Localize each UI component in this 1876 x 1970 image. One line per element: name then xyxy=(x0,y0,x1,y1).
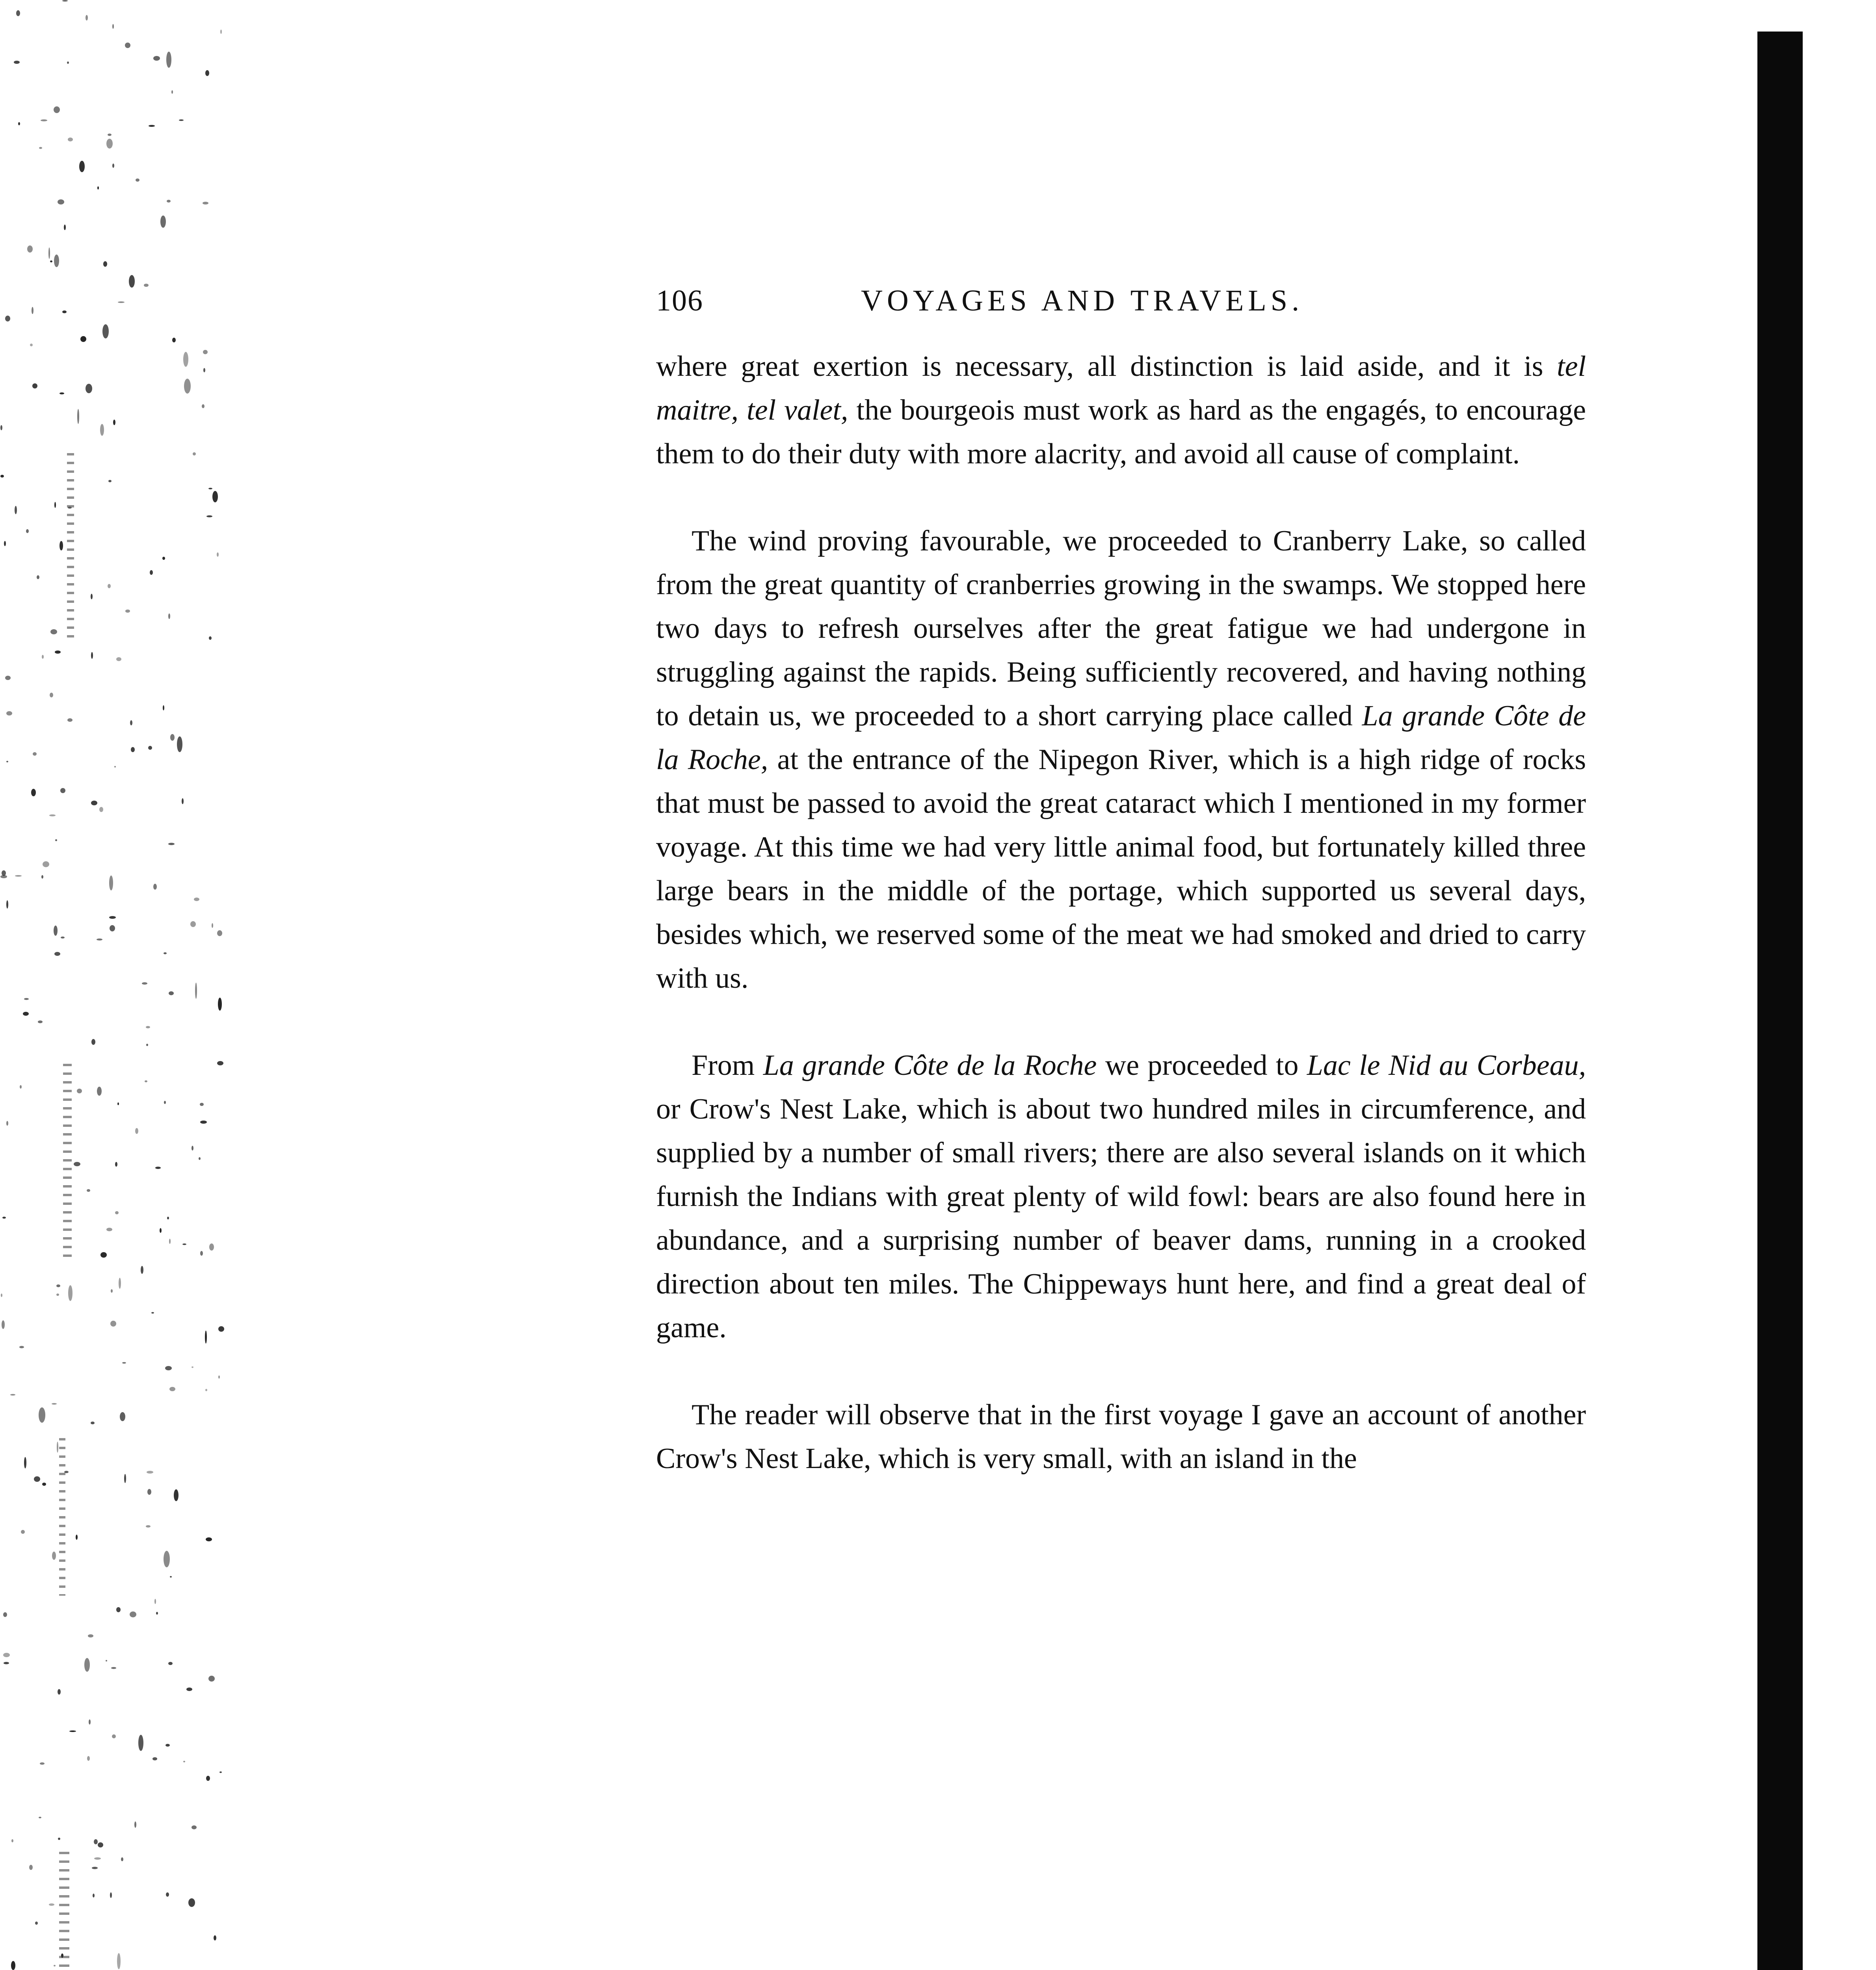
speckle xyxy=(69,1730,76,1732)
speckle xyxy=(98,1842,103,1847)
speckle xyxy=(86,15,88,20)
speckle xyxy=(200,1121,207,1124)
speckle xyxy=(5,316,10,322)
speckle xyxy=(0,875,7,878)
speckle xyxy=(206,1537,212,1541)
speckle xyxy=(119,1278,121,1289)
speckle xyxy=(209,636,212,640)
speckle xyxy=(169,1387,175,1391)
speckle xyxy=(56,1294,59,1296)
speckle xyxy=(141,1266,143,1274)
speckle xyxy=(88,1634,93,1637)
speckle xyxy=(52,1552,56,1560)
text-run: or Crow's Nest Lake, which is about two hundred miles in circumference, and supplied by a number of small rivers; there are also several islands on it which furnish the Indians with great plenty of wild fowl: bears are also found here in abundance, and a surprising number of beaver dams, running in a crooked direction about ten miles. The Chippeways hunt here, and find a great deal of game. xyxy=(656,1093,1586,1344)
speckle xyxy=(6,711,12,716)
speckle xyxy=(97,1087,102,1096)
speckle xyxy=(115,1162,117,1167)
speckle xyxy=(112,1734,116,1738)
speckle xyxy=(41,119,47,121)
speckle xyxy=(60,788,65,793)
speckle xyxy=(5,676,11,680)
speckle xyxy=(41,875,43,879)
speckle xyxy=(186,1688,192,1691)
speckle xyxy=(179,119,184,121)
speckle xyxy=(11,1839,13,1842)
speckle xyxy=(162,557,165,560)
speckle xyxy=(138,1735,143,1751)
speckle xyxy=(80,336,86,342)
speckle xyxy=(40,1762,45,1765)
speckle xyxy=(91,1039,95,1045)
page-header xyxy=(656,284,1586,331)
speckle xyxy=(218,1326,224,1332)
speckle xyxy=(58,1838,60,1840)
speckle xyxy=(4,1662,9,1664)
italic-run: tel maitre, tel valet, xyxy=(656,350,1586,426)
speckle xyxy=(14,61,20,64)
speckle xyxy=(206,515,212,517)
speckle xyxy=(94,1839,98,1844)
speckle xyxy=(219,1771,222,1773)
speckle xyxy=(130,720,132,725)
speckle xyxy=(217,1061,223,1065)
speckle xyxy=(108,480,112,482)
speckle xyxy=(87,1756,90,1761)
speckle xyxy=(205,1331,207,1344)
speckle xyxy=(160,1228,162,1233)
speckle xyxy=(54,926,58,936)
speckle xyxy=(192,1366,193,1368)
speckle xyxy=(170,734,175,741)
speckle xyxy=(217,552,219,557)
speckle xyxy=(190,921,196,927)
speckle xyxy=(170,1576,172,1578)
speckle xyxy=(93,1894,95,1898)
speckle xyxy=(120,1412,125,1421)
speckle xyxy=(129,275,135,288)
speckle xyxy=(59,392,64,394)
speckle xyxy=(165,1744,170,1747)
speckle xyxy=(116,1607,121,1612)
speckle xyxy=(183,352,188,367)
speckle xyxy=(67,61,69,64)
speckle xyxy=(54,502,56,508)
speckle xyxy=(124,1474,126,1483)
text-run: From xyxy=(692,1049,763,1082)
speckle xyxy=(58,199,64,204)
speckle xyxy=(100,1252,107,1258)
speckle xyxy=(38,1020,43,1023)
speckle xyxy=(27,245,33,253)
speckle xyxy=(151,1312,154,1314)
speckle xyxy=(148,746,152,750)
speckle xyxy=(203,350,208,354)
speckle xyxy=(91,594,93,599)
speckle xyxy=(6,900,8,909)
speckle xyxy=(183,1761,185,1762)
speckle xyxy=(167,1217,169,1219)
italic-run: Lac le Nid au Corbeau, xyxy=(1307,1049,1586,1082)
speckle xyxy=(144,284,149,287)
text-run: the bourgeois must work as hard as the engagés, to encourage them to do their duty with more alacrity, and avoid all cause of complaint. xyxy=(656,394,1586,470)
speckle xyxy=(32,307,33,314)
speckle xyxy=(43,861,49,867)
speckle xyxy=(68,138,73,141)
speckle xyxy=(134,1821,136,1828)
speckle xyxy=(195,983,197,999)
speckle xyxy=(11,1961,15,1970)
speckle xyxy=(220,30,222,34)
speckle xyxy=(172,338,176,342)
speckle xyxy=(122,1362,126,1364)
speckle xyxy=(91,652,93,659)
speckle xyxy=(100,424,104,436)
speckle xyxy=(39,1407,45,1423)
speckle xyxy=(39,1817,41,1818)
speckle xyxy=(193,452,196,455)
speckle xyxy=(117,1102,119,1105)
speckle xyxy=(112,164,114,168)
speckle xyxy=(62,310,67,313)
speckle xyxy=(205,1389,207,1391)
speckle xyxy=(116,657,121,661)
speckle xyxy=(147,1471,153,1474)
speckle xyxy=(177,736,182,752)
speckle xyxy=(208,1676,215,1682)
speckle xyxy=(135,1128,138,1134)
speckle xyxy=(160,216,166,228)
speckle xyxy=(150,570,153,575)
speckle xyxy=(77,1089,82,1093)
speckle xyxy=(164,1551,170,1567)
speckle xyxy=(62,0,68,2)
speckle xyxy=(110,1321,116,1327)
speckle xyxy=(169,991,174,995)
speckle xyxy=(112,24,114,29)
gutter-smudge xyxy=(59,1852,69,1970)
speckle xyxy=(149,125,155,127)
speckle xyxy=(37,575,39,579)
speckle xyxy=(164,1101,166,1104)
speckle xyxy=(209,1243,214,1251)
speckle xyxy=(118,301,125,303)
speckle xyxy=(147,1489,151,1495)
speckle xyxy=(91,1422,95,1424)
speckle xyxy=(109,916,116,919)
speckle xyxy=(217,930,222,936)
gutter-smudge xyxy=(67,453,74,642)
speckle xyxy=(171,90,173,94)
text-run: The reader will observe that in the first voyage I gave an account of another Crow's Nest Lake, which is very small, with an island in the xyxy=(656,1399,1586,1475)
text-run: at the entrance of the Nipegon River, which is a high ridge of rocks that must be passed to avoid the great cataract which I mentioned in my former voyage. At this time we had very little animal food, but fortunately killed three large bears in the middle of the portage, which supported us several days, besides which, we reserved some of the meat we had smoked and dried to carry with us. xyxy=(656,743,1586,994)
speckle xyxy=(125,43,130,48)
speckle xyxy=(26,529,29,533)
speckle xyxy=(168,843,175,845)
speckle xyxy=(33,752,37,756)
speckle xyxy=(218,998,222,1011)
speckle xyxy=(167,200,171,203)
speckle xyxy=(200,1103,204,1106)
speckle xyxy=(15,506,17,514)
speckle xyxy=(84,1658,90,1672)
italic-run: La grande Côte de la Roche, xyxy=(656,700,1586,776)
speckle xyxy=(106,139,113,149)
speckle xyxy=(106,1660,107,1661)
speckle xyxy=(52,1403,57,1405)
speckle xyxy=(113,420,115,425)
speckle xyxy=(59,541,63,550)
text-run: where great exertion is necessary, all distinction is laid aside, and it is xyxy=(656,350,1557,383)
speckle xyxy=(42,655,44,659)
speckle xyxy=(108,584,111,588)
speckle xyxy=(108,134,112,136)
speckle xyxy=(61,937,65,939)
speckle xyxy=(131,747,135,752)
speckle xyxy=(155,1167,161,1169)
speckle xyxy=(165,1366,172,1370)
speckle xyxy=(67,718,73,722)
speckle xyxy=(110,1892,112,1898)
speckle xyxy=(6,1121,8,1126)
gutter-smudge xyxy=(63,1064,72,1261)
speckle xyxy=(205,70,209,76)
speckle xyxy=(106,1228,112,1231)
speckle xyxy=(192,1146,193,1150)
speckle xyxy=(4,541,6,546)
speckle xyxy=(89,1719,91,1725)
speckle xyxy=(110,925,115,931)
italic-run: La grande Côte de la Roche xyxy=(763,1049,1097,1082)
speckle xyxy=(206,1776,210,1781)
speckle xyxy=(3,1653,10,1657)
speckle xyxy=(20,1085,22,1089)
speckle xyxy=(3,1612,7,1617)
speckle xyxy=(54,952,60,956)
running-title: VOYAGES AND TRAVELS. xyxy=(861,284,1303,317)
speckle xyxy=(76,1535,78,1540)
speckle xyxy=(32,383,37,388)
speckle xyxy=(212,923,213,928)
speckle xyxy=(152,1757,157,1760)
speckle xyxy=(168,1662,173,1665)
paragraph-2 xyxy=(656,519,1586,1000)
paragraph-3 xyxy=(656,1044,1586,1350)
speckle xyxy=(79,161,85,172)
speckle xyxy=(184,379,191,394)
speckle xyxy=(30,344,33,346)
speckle xyxy=(163,705,164,710)
speckle xyxy=(49,814,56,816)
speckle xyxy=(115,1211,119,1214)
binding-shadow xyxy=(1757,32,1803,1970)
speckle xyxy=(203,368,205,372)
speckle xyxy=(15,875,22,877)
speckle xyxy=(200,1251,203,1256)
page-number: 106 xyxy=(656,284,703,317)
speckle xyxy=(130,1611,136,1617)
speckle xyxy=(97,186,99,190)
speckle xyxy=(54,1965,56,1966)
speckle xyxy=(188,1898,195,1907)
speckle xyxy=(168,613,170,619)
speckle xyxy=(91,801,97,805)
speckle xyxy=(77,409,79,424)
speckle xyxy=(6,761,8,762)
speckle xyxy=(146,1026,150,1028)
speckle xyxy=(54,255,59,267)
speckle xyxy=(16,10,20,16)
speckle xyxy=(117,1953,121,1969)
speckle xyxy=(31,789,36,796)
speckle xyxy=(99,807,103,812)
speckle xyxy=(64,225,66,230)
speckle xyxy=(121,1857,123,1861)
speckle xyxy=(50,629,57,634)
text-run: The wind proving favourable, we proceeded to Cranberry Lake, so called from the great quantity of cranberries growing in the swamps. We stopped here two days to refresh ourselves after the great fatigue we had undergone in struggling against the rapids. Being sufficiently recovered, and having nothing to detain us, we proceeded to a short carrying place called xyxy=(656,525,1586,732)
speckle xyxy=(218,1375,220,1379)
speckle xyxy=(2,1320,5,1329)
body-text xyxy=(656,345,1586,1524)
speckle xyxy=(142,982,147,985)
speckle xyxy=(102,324,109,338)
speckle xyxy=(145,1080,147,1082)
speckle xyxy=(182,1243,186,1245)
speckle xyxy=(154,1599,156,1604)
speckle xyxy=(214,1935,216,1940)
speckle xyxy=(42,1483,46,1486)
speckle xyxy=(164,952,167,954)
speckle xyxy=(50,693,53,697)
paragraph-4 xyxy=(656,1393,1586,1481)
speckle xyxy=(97,939,102,940)
speckle xyxy=(136,178,139,182)
speckle xyxy=(111,1667,116,1669)
speckle xyxy=(55,839,57,841)
scan-speckle-noise xyxy=(0,0,236,1970)
speckle xyxy=(74,1162,80,1166)
speckle xyxy=(24,1457,26,1468)
speckle xyxy=(146,1044,148,1046)
speckle xyxy=(1,1294,2,1297)
speckle xyxy=(156,1612,158,1615)
speckle xyxy=(50,260,52,262)
speckle xyxy=(203,202,208,204)
speckle xyxy=(34,1476,40,1482)
speckle xyxy=(2,1217,6,1219)
speckle xyxy=(21,1530,25,1534)
speckle xyxy=(212,491,218,502)
speckle xyxy=(49,1903,54,1906)
speckle xyxy=(24,998,29,1000)
text-run: we proceeded to xyxy=(1097,1049,1307,1082)
speckle xyxy=(125,610,130,613)
speckle xyxy=(92,1867,98,1869)
speckle xyxy=(109,875,113,890)
speckle xyxy=(86,384,92,393)
speckle xyxy=(0,425,2,430)
speckle xyxy=(114,766,116,768)
speckle xyxy=(19,1346,24,1348)
speckle xyxy=(166,52,171,68)
speckle xyxy=(111,1289,113,1293)
speckle xyxy=(18,122,20,125)
speckle xyxy=(208,488,212,489)
speckle xyxy=(39,147,42,149)
speckle xyxy=(35,1922,38,1925)
speckle xyxy=(10,1394,15,1396)
speckle xyxy=(192,1825,197,1829)
speckle xyxy=(48,247,50,259)
speckle xyxy=(182,798,184,804)
speckle xyxy=(166,1892,169,1897)
speckle xyxy=(57,1442,58,1453)
speckle xyxy=(58,1689,61,1695)
paragraph-1 xyxy=(656,345,1586,476)
speckle xyxy=(94,1857,101,1860)
speckle xyxy=(169,1239,171,1244)
gutter-smudge xyxy=(59,1438,65,1596)
speckle xyxy=(56,1284,60,1287)
speckle xyxy=(0,475,4,478)
speckle xyxy=(23,1012,29,1016)
speckle xyxy=(54,106,60,113)
speckle xyxy=(146,1525,151,1528)
speckle xyxy=(55,650,61,654)
speckle xyxy=(194,898,199,901)
speckle xyxy=(68,1285,73,1301)
speckle xyxy=(199,1157,201,1160)
speckle xyxy=(103,261,107,267)
speckle xyxy=(153,56,160,61)
speckle xyxy=(29,1865,33,1870)
speckle xyxy=(202,404,205,408)
speckle xyxy=(174,1489,178,1501)
speckle xyxy=(87,1189,90,1192)
speckle xyxy=(153,884,157,890)
